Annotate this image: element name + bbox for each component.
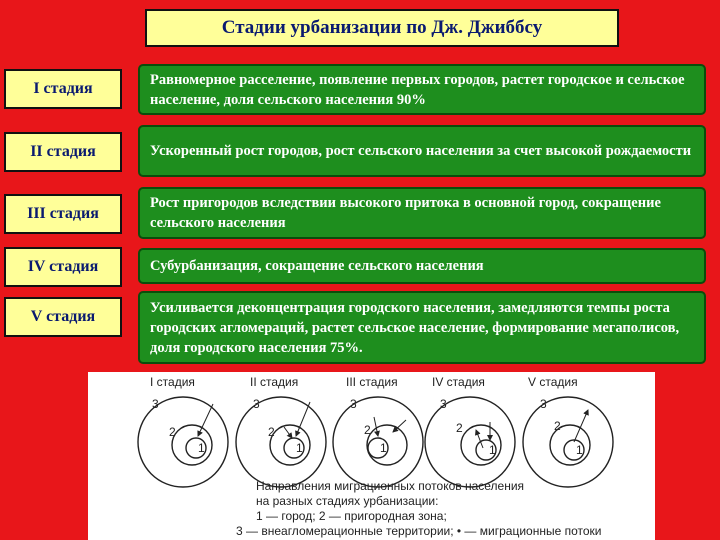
diagram-caption-3: 1 — город; 2 — пригородная зона; [256,509,447,523]
diagram-stage-label-3: III стадия [346,375,398,389]
svg-text:3: 3 [540,397,547,411]
svg-text:3: 3 [350,397,357,411]
svg-text:1: 1 [576,443,583,457]
diagram-circles-5 [523,397,613,487]
svg-text:1: 1 [296,441,303,455]
diagram-caption-1: Направления миграционных потоков населения [256,479,525,493]
svg-text:3: 3 [440,397,447,411]
svg-text:3: 3 [152,397,159,411]
diagram-stage-label-5: V стадия [528,375,578,389]
diagram-circles-2 [236,397,326,487]
stage-label-4: IV стадия [4,247,122,287]
svg-text:2: 2 [456,421,463,435]
stage-desc-4: Субурбанизация, сокращение сельского населения [138,248,706,284]
stage-desc-3: Рост пригородов вследствии высокого притока в основной город, сокращение сельского населения [138,187,706,239]
svg-text:2: 2 [364,423,371,437]
migration-diagram [88,372,655,540]
svg-text:2: 2 [169,425,176,439]
stage-desc-2: Ускоренный рост городов, рост сельского населения за счет высокой рождаемости [138,125,706,177]
diagram-stage-label-1: I стадия [150,375,195,389]
svg-text:2: 2 [554,419,561,433]
svg-text:1: 1 [489,443,496,457]
diagram-stage-label-4: IV стадия [432,375,485,389]
svg-text:1: 1 [198,441,205,455]
diagram-stage-label-2: II стадия [250,375,299,389]
diagram-caption-2: на разных стадиях урбанизации: [256,494,439,508]
stage-label-3: III стадия [4,194,122,234]
slide-title: Стадии урбанизации по Дж. Джиббсу [145,9,619,47]
svg-text:2: 2 [268,425,275,439]
diagram-circles-4 [425,397,515,487]
diagram-circles-1 [138,397,228,487]
stage-desc-5: Усиливается деконцентрация городского населения, замедляются темпы роста городских агломераций, растет сельское население, формирование мегаполисов, доля городского населения 75%. [138,291,706,364]
diagram-caption-4: 3 — внеагломерационные территории; • — миграционные потоки [236,524,602,538]
stage-label-2: II стадия [4,132,122,172]
stage-desc-1: Равномерное расселение, появление первых городов, растет городское и сельское население, доля сельского населения 90% [138,64,706,115]
svg-text:1: 1 [380,441,387,455]
svg-text:3: 3 [253,397,260,411]
stage-label-1: I стадия [4,69,122,109]
diagram-circles-3 [333,397,423,487]
stage-label-5: V стадия [4,297,122,337]
